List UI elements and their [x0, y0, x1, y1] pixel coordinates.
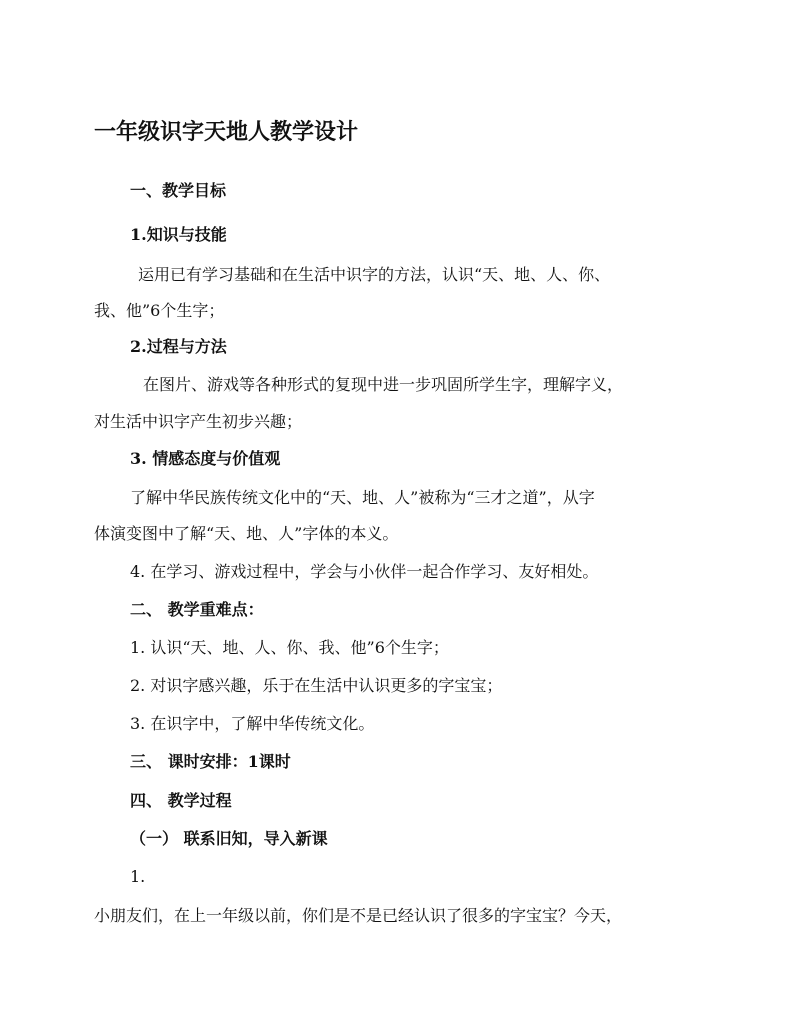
list-item: 2. 对识字感兴趣，乐于在生活中认识更多的字宝宝； — [130, 676, 503, 695]
paragraph-line: 在图片、游戏等各种形式的复现中进一步巩固所学生字，理解字义， — [143, 375, 624, 394]
paragraph-line: 体演变图中了解“天、地、人”字体的本义。 — [94, 524, 399, 543]
paragraph-line: 小朋友们，在上一年级以前，你们是不是已经认识了很多的字宝宝？今天， — [94, 906, 623, 925]
section-heading-objectives: 一、教学目标 — [130, 181, 227, 200]
document-title: 一年级识字天地人教学设计 — [94, 119, 359, 145]
section-heading-process: 四、 教学过程 — [130, 791, 232, 810]
subheading-knowledge-skills: 1.知识与技能 — [130, 225, 227, 244]
paragraph-line: 了解中华民族传统文化中的“天、地、人”被称为“三才之道”，从字 — [130, 488, 595, 507]
list-item: 3. 在识字中，了解中华传统文化。 — [130, 714, 375, 733]
subheading-process-method: 2.过程与方法 — [130, 337, 227, 356]
paragraph-line: 对生活中识字产生初步兴趣； — [94, 412, 303, 431]
subheading-emotion-values: 3. 情感态度与价值观 — [130, 449, 281, 468]
paragraph-line: 我、他”6个生字； — [94, 301, 225, 320]
paragraph-line: 运用已有学习基础和在生活中识字的方法，认识“天、地、人、你、 — [138, 265, 611, 284]
section-heading-key-points: 二、 教学重难点： — [130, 600, 264, 619]
subheading-introduction: （一） 联系旧知，导入新课 — [130, 829, 328, 848]
list-item: 1. 认识“天、地、人、你、我、他”6个生字； — [130, 638, 449, 657]
list-number: 1. — [130, 867, 146, 886]
section-heading-schedule: 三、 课时安排：1课时 — [130, 752, 291, 771]
paragraph-line: 4. 在学习、游戏过程中，学会与小伙伴一起合作学习、友好相处。 — [130, 562, 599, 581]
